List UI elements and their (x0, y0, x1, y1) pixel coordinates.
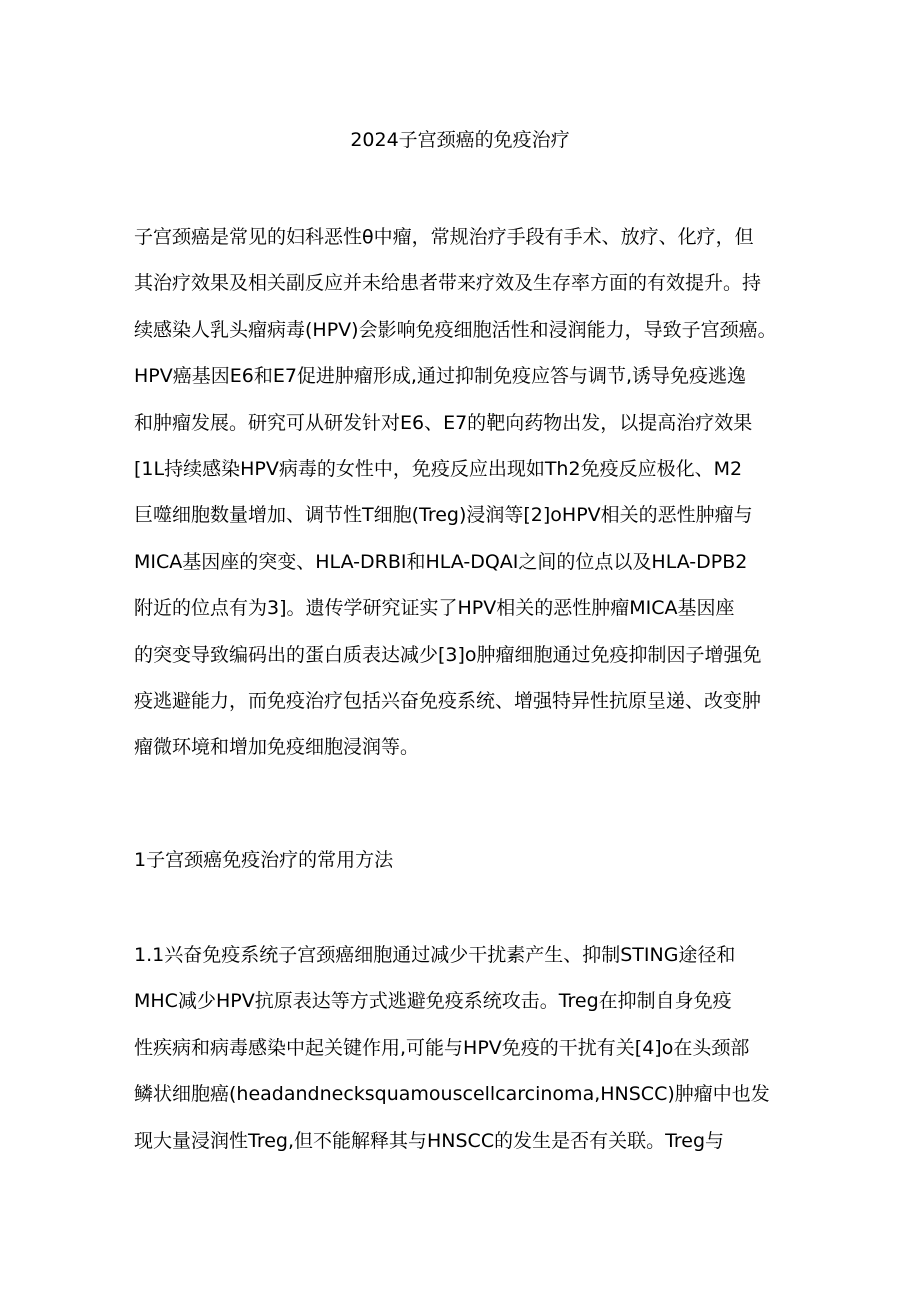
paragraph-line: 其治疗效果及相关副反应并未给患者带来疗效及生存率方面的有效提升。持 (134, 272, 762, 295)
paragraph-line: 附近的位点有为3]。遗传学研究证实了HPV相关的恶性肿瘤MICA基因座 (134, 597, 735, 620)
paragraph-line: 瘤微环境和增加免疫细胞浸润等。 (134, 736, 420, 759)
section-heading-block (134, 837, 794, 883)
paragraph-line: 的突变导致编码出的蛋白质表达减少[3]o肿瘤细胞通过免疫抑制因子增强免 (134, 643, 762, 666)
paragraph-line: [1L持续感染HPV病毒的女性中，免疫反应出现如Th2免疫反应极化、M2 (134, 457, 743, 480)
paragraph-line: 1.1兴奋免疫系统子宫颈癌细胞通过减少干扰素产生、抑制STING途径和 (134, 944, 736, 966)
paragraph-line: 和肿瘤发展。研究可从研发针对E6、E7的靶向药物出发，以提高治疗效果 (134, 411, 753, 434)
intro-paragraph (134, 214, 794, 771)
paragraph-line: 性疾病和病毒感染中起关键作用,可能与HPV免疫的干扰有关[4]o在头颈部 (134, 1036, 750, 1059)
paragraph-line: 子宫颈癌是常见的妇科恶性θ中瘤，常规治疗手段有手术、放疗、化疗，但 (134, 226, 754, 248)
paragraph-line: 巨噬细胞数量增加、调节性T细胞(Treg)浸润等[2]oHPV相关的恶性肿瘤与 (134, 504, 753, 527)
section-heading: 1子宫颈癌免疫治疗的常用方法 (134, 849, 394, 871)
paragraph-line: 鳞状细胞癌(headandnecksquamouscellcarcinoma,HNSCC)肿瘤中也发 (134, 1083, 770, 1106)
paragraph-line: 疫逃避能力，而免疫治疗包括兴奋免疫系统、增强特异性抗原呈递、改变肿 (134, 689, 762, 712)
document-title: 2024子宫颈癌的免疫治疗 (350, 129, 570, 151)
paragraph-line: 续感染人乳头瘤病毒(HPV)会影响免疫细胞活性和浸润能力，导致子宫颈癌。 (134, 318, 777, 341)
paragraph-line: MHC减少HPV抗原表达等方式逃避免疫系统攻击。Treg在抑制自身免疫 (134, 990, 732, 1013)
paragraph-line: HPV癌基因E6和E7促进肿瘤形成,通过抑制免疫应答与调节,诱导免疫逃逸 (134, 365, 747, 388)
paragraph-line: MICA基因座的突变、HLA-DRBI和HLA-DQAI之间的位点以及HLA-DPB2 (134, 550, 748, 573)
section-paragraph (134, 932, 794, 1164)
paragraph-line: 现大量浸润性Treg,但不能解释其与HNSCC的发生是否有关联。Treg与 (134, 1129, 725, 1152)
